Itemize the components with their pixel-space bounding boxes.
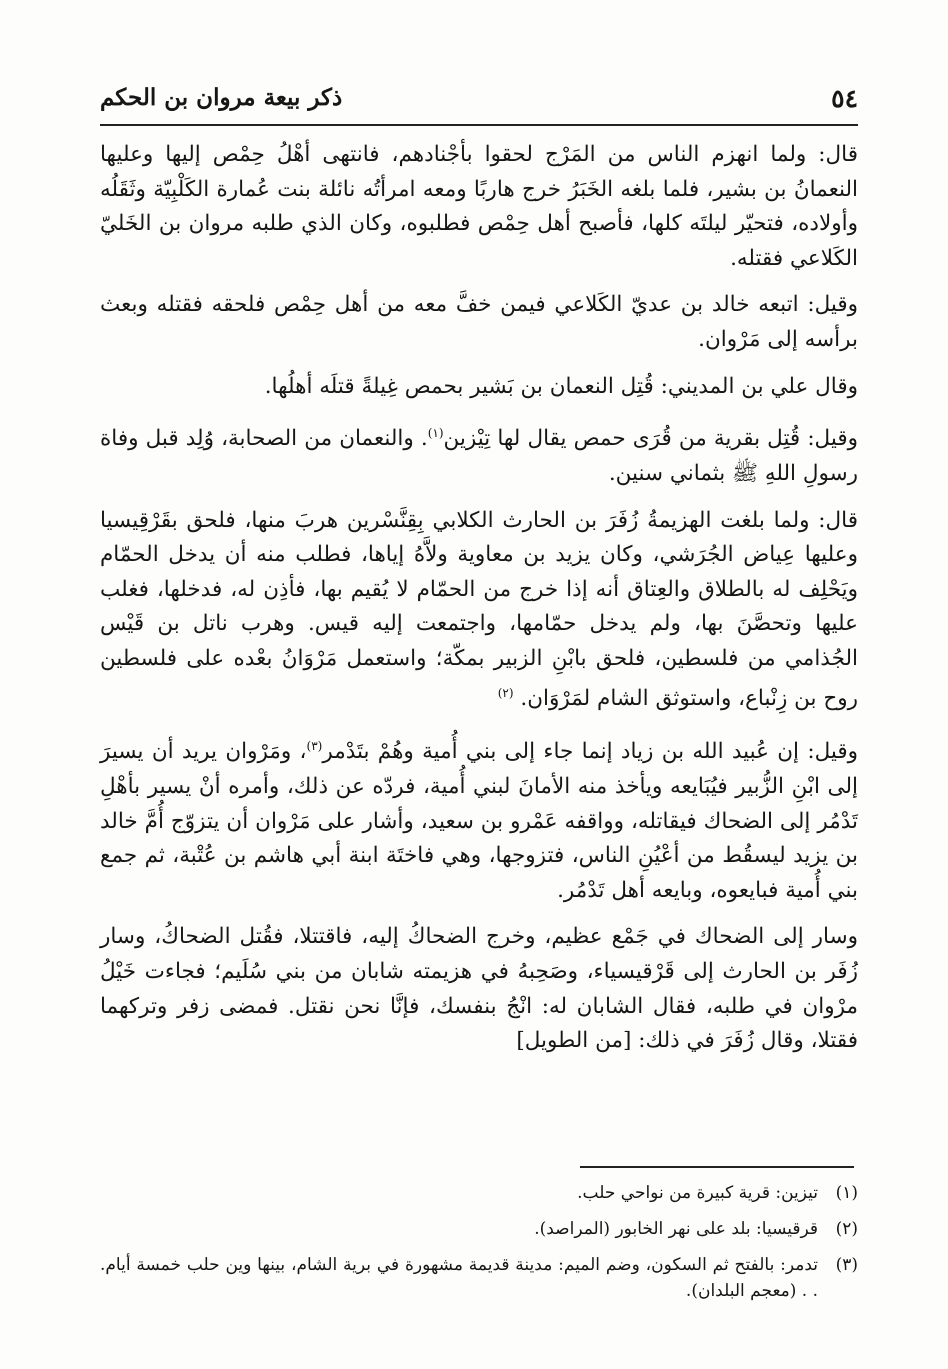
- footnote-number: (١): [835, 1183, 858, 1203]
- footnotes: [100, 1180, 858, 1314]
- footnote-marker: (٢): [497, 686, 514, 701]
- footnote-marker: (١): [427, 426, 444, 441]
- footnote-number: (٣): [835, 1255, 858, 1275]
- paragraph-tadmur: [100, 729, 858, 908]
- page-number: ٥٤: [831, 84, 858, 113]
- header-rule: [100, 124, 858, 126]
- paragraph-text: وقيل: قُتِل بقرية من قُرَى حمص يقال لها تِيْزين: [443, 426, 858, 452]
- footnote-text: تدمر: بالفتح ثم السكون، وضم الميم: مدينة قديمة مشهورة في برية الشام، بينها وين حلب خمسة أيام. . . (معجم البلدان).: [100, 1255, 818, 1301]
- paragraph-text: قال: ولما بلغت الهزيمةُ زُفَرَ بن الحارث الكلابي بِقِنَّسْرين هربَ منها، فلحق بقَرْقِيسيا وعليها عِياض الجُرَشي، وكان يزيد بن معاوية ولاَّهُ إياها، فطلب منه أن يدخل الحمّام ويَحْلِف له بالطلاق والعِتاق أنه إذا خرج من الحمّام لا يُقيم بها، فأذِن له، فدخلها، فغلب عليها وتحصَّنَ بها، ولم يدخل حمّامها، واجتمعت إليه قيس. وهرب ناتل بن قَيْس الجُذامي من فلسطين، فلحق بابْنِ الزبير بمكّة؛ واستعمل مَرْوَانُ بعْده على فلسطين روح بن زِنْباع، واستوثق الشام لمَرْوَان.: [100, 507, 858, 712]
- paragraph-tizin: [100, 416, 858, 491]
- running-title: ذكر بيعة مروان بن الحكم: [100, 84, 343, 111]
- footnote-text: تيزين: قرية كبيرة من نواحي حلب.: [577, 1183, 818, 1203]
- footnote: [100, 1216, 858, 1242]
- footnote: [100, 1252, 858, 1304]
- paragraph: [100, 920, 858, 1058]
- paragraph-text: ، ومَرْوان يريد أن يسيرَ إلى ابْنِ الزُّبير فيُبَايعه ويأخذ منه الأمانَ لبني أُمية، فردّه عن ذلك، وأمره أنْ يسير بأهْلِ تَدْمُر إلى الضحاك فيقاتله، وواقفه عَمْرو بن سعيد، وأشار على مَرْوان أن يتزوّج أُمَّ خالد بن يزيد ليسقُط من أعْيُنِ الناس، فتزوجها، وهي فاختَة ابنة أبي هاشم بن عُتْبة، ثم جمع بني أُمية فبايعوه، وبايعه أهل تَدْمُر.: [100, 739, 858, 903]
- footnote: [100, 1180, 858, 1206]
- paragraph: [100, 504, 858, 718]
- paragraph: وقيل: اتبعه خالد بن عديّ الكَلاعي فيمن خفَّ معه من أهل حِمْص فلحقه فقتله وبعث برأسه إلى مَرْوان.: [100, 292, 858, 352]
- poem-meter: [من الطويل]: [516, 1028, 632, 1054]
- paragraph: قال: ولما انهزم الناس من المَرْج لحقوا بأجْنادهم، فانتهى أهْلُ حِمْص إليها وعليها النعمانُ بن بشير، فلما بلغه الخَبَرُ خرج هاربًا ومعه امرأتُه نائلة بنت عُمارة الكَلْبِيّة وثَقَلُه وأولاده، فتحيّر ليلتَه كلها، فأصبح أهل حِمْص فطلبوه، وكان الذي طلبه مروان بن الخَليّ الكَلاعي فقتله.: [100, 142, 858, 271]
- main-text: [100, 138, 858, 1071]
- paragraph-text: . والنعمان من الصحابة، وُلِد قبل وفاة رسولِ اللهِ ﷺ بثماني سنين.: [100, 426, 858, 486]
- footnote-marker: (٣): [306, 739, 323, 754]
- page-header: [100, 84, 858, 124]
- footnote-number: (٢): [835, 1219, 858, 1239]
- footnote-text: قرقيسيا: بلد على نهر الخابور (المراصد).: [534, 1219, 818, 1239]
- footnote-rule: [580, 1166, 854, 1168]
- paragraph-text: وقيل: إن عُبيد الله بن زياد إنما جاء إلى بني أُمية وهُمْ بتَدْمر: [322, 739, 859, 765]
- paragraph: وقال علي بن المديني: قُتِل النعمان بن بَشير بحمص غِيلةً قتلَه أهلُها.: [264, 373, 858, 399]
- paragraph-text: وسار إلى الضحاك في جَمْع عظيم، وخرج الضحاكُ إليه، فاقتتلا، فقُتل الضحاكُ، وسار زُفَر بن الحارث إلى قَرْقيسياء، وصَحِبهُ في هزيمته شابان من بني سُلَيم؛ فجاءت خَيْلُ مرْوان في طلبه، فقال الشابان له: انْجُ بنفسك، فإنَّا نحن نقتل. فمضى زفر وتركهما فقتلا، وقال زُفَرَ في ذلك:: [100, 924, 858, 1054]
